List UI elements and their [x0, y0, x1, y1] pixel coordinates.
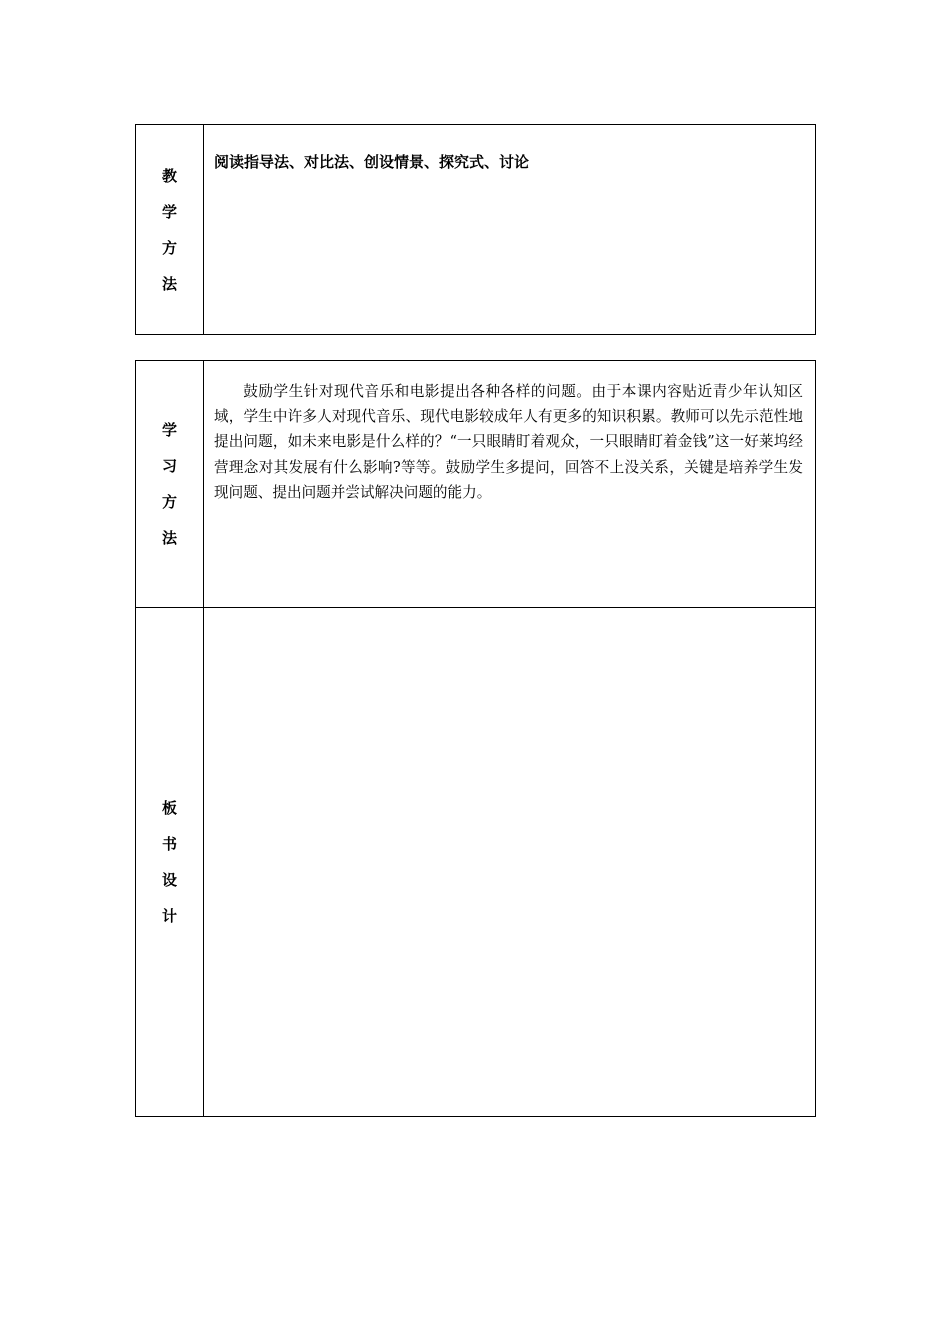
- teaching-method-content-cell: [204, 125, 816, 335]
- teaching-method-table: [135, 124, 816, 335]
- teaching-method-label: [136, 125, 204, 335]
- label-char: 习: [161, 457, 177, 475]
- learning-method-content-cell: [204, 361, 816, 608]
- label-char: 学: [161, 202, 177, 221]
- label-char: 法: [161, 529, 177, 547]
- label-char: 教: [161, 166, 177, 185]
- teaching-method-text: 阅读指导法、对比法、创设情景、探究式、讨论: [214, 153, 530, 171]
- label-char: 方: [161, 238, 177, 257]
- label-char: 板: [161, 799, 177, 817]
- label-char: 法: [161, 274, 177, 293]
- learning-board-table: [135, 360, 816, 1117]
- learning-method-row: [136, 361, 816, 608]
- board-design-row: [136, 608, 816, 1117]
- board-design-content-cell: [204, 608, 816, 1117]
- label-char: 书: [161, 835, 177, 853]
- label-char: 计: [161, 907, 177, 925]
- teaching-method-row: [136, 125, 816, 335]
- label-char: 方: [161, 493, 177, 511]
- learning-method-label: [136, 361, 204, 608]
- learning-method-text: 鼓励学生针对现代音乐和电影提出各种各样的问题。由于本课内容贴近青少年认知区域，学生中许多人对现代音乐、现代电影较成年人有更多的知识积累。教师可以先示范性地提出问题，如未来电影是什么样的？“一只眼睛盯着观众，一只眼睛盯着金钱”这一好莱坞经营理念对其发展有什么影响?等等。鼓励学生多提问，回答不上没关系，关键是培养学生发现问题、提出问题并尝试解决问题的能力。: [214, 383, 803, 501]
- label-char: 设: [161, 871, 177, 889]
- label-char: 学: [161, 421, 177, 439]
- board-design-label: [136, 608, 204, 1117]
